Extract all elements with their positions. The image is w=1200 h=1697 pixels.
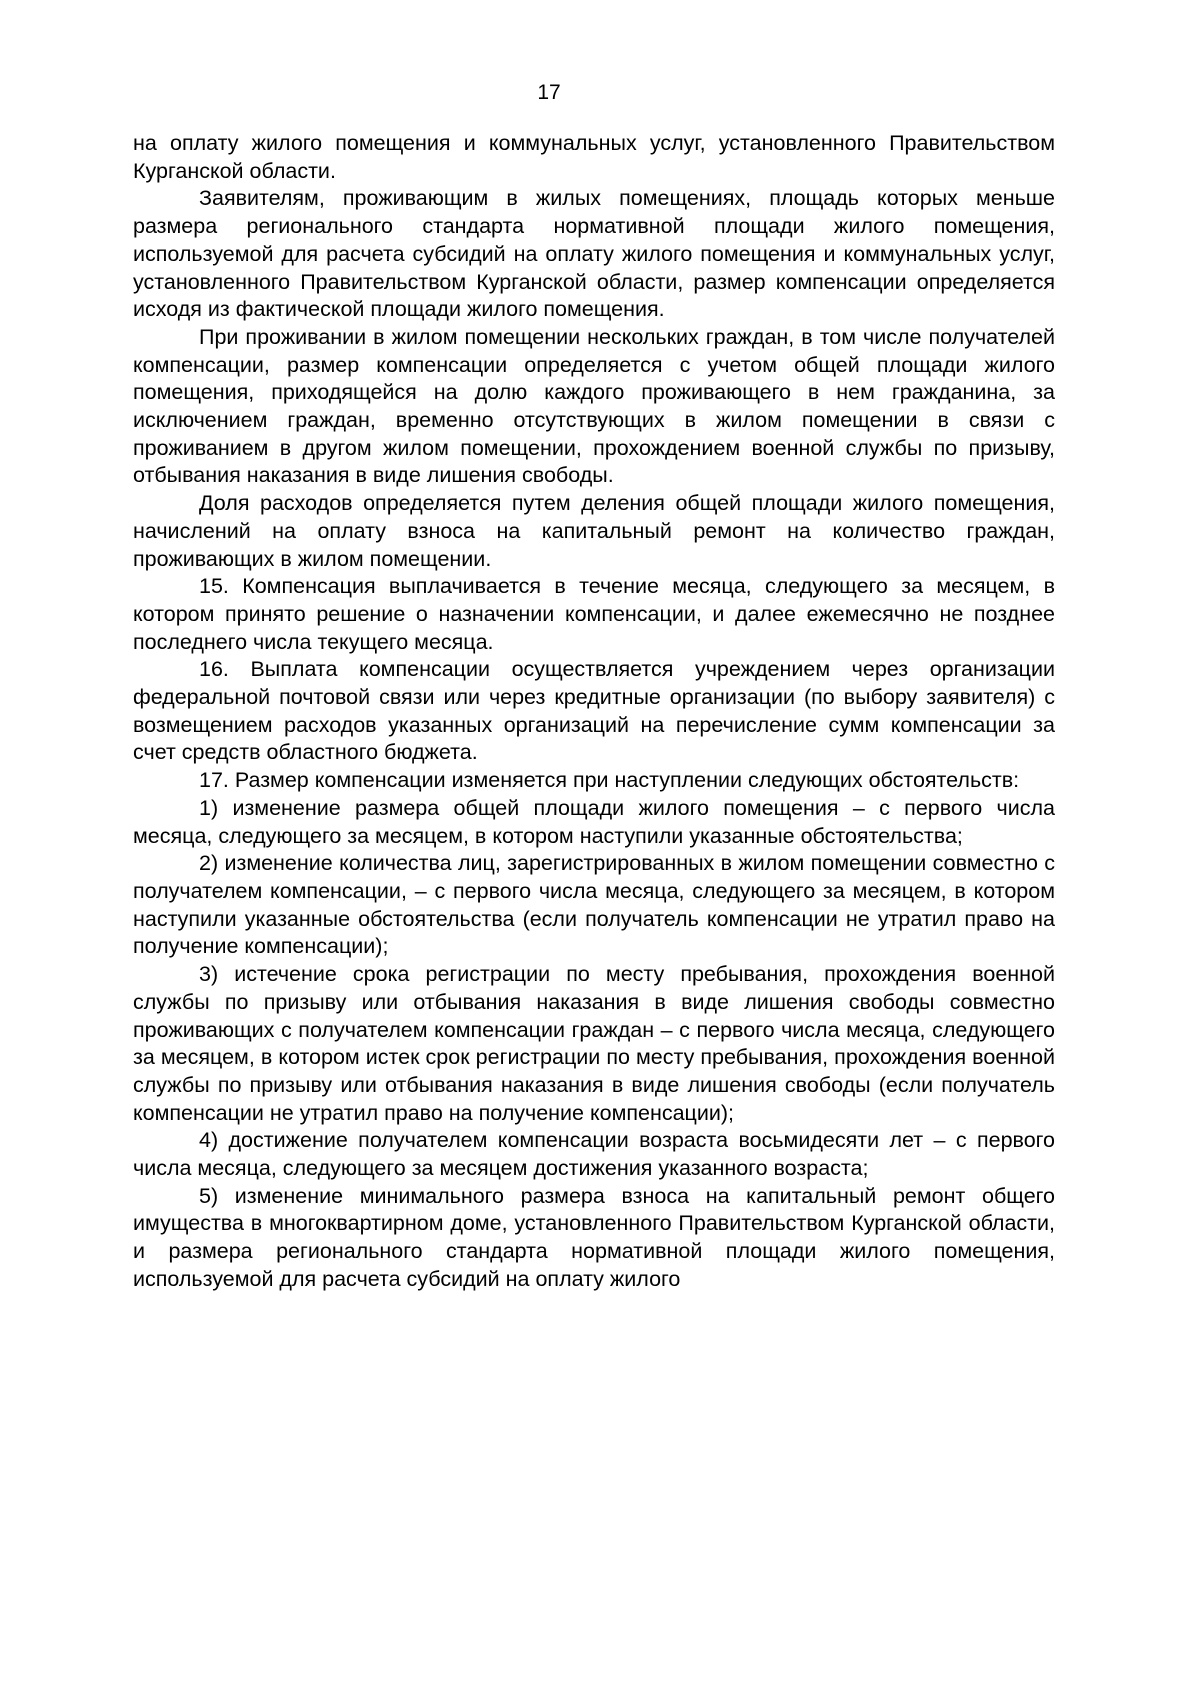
clause-17-item-4: 4) достижение получателем компенсации возраста восьмидесяти лет – с первого числа месяца, следующего за месяцем достижения указанного возраста;: [133, 1128, 1055, 1181]
page-number: 17: [537, 81, 561, 104]
clause-17-item-3: 3) истечение срока регистрации по месту пребывания, прохождения военной службы по призыву или отбывания наказания в виде лишения свободы совместно проживающих с получателем компенсации граждан – с первого числа месяца, следующего за месяцем, в котором истек срок регистрации по месту пребывания, прохождения военной службы по призыву или отбывания наказания в виде лишения свободы (если получатель компенсации не утратил право на получение компенсации);: [133, 962, 1055, 1125]
clause-16: 16. Выплата компенсации осуществляется учреждением через организации федеральной почтовой связи или через кредитные организации (по выбору заявителя) с возмещением расходов указанных организаций на перечисление сумм компенсации за счет средств областного бюджета.: [133, 657, 1055, 765]
clause-15: 15. Компенсация выплачивается в течение месяца, следующего за месяцем, в котором принято решение о назначении компенсации, и далее ежемесячно не позднее последнего числа текущего месяца.: [133, 574, 1055, 654]
document-body: [133, 130, 1055, 1294]
clause-17: 17. Размер компенсации изменяется при наступлении следующих обстоятельств:: [199, 768, 1020, 793]
clause-17-item-2: 2) изменение количества лиц, зарегистрированных в жилом помещении совместно с получателем компенсации, – с первого числа месяца, следующего за месяцем, в котором наступили указанные обстоятельства (если получатель компенсации не утратил право на получение компенсации);: [133, 851, 1055, 959]
clause-17-item-5: 5) изменение минимального размера взноса на капитальный ремонт общего имущества в многоквартирном доме, установленного Правительством Курганской области, и размера регионального стандарта нормативной площади жилого помещения, используемой для расчета субсидий на оплату жилого: [133, 1183, 1055, 1291]
paragraph-expense-share: Доля расходов определяется путем деления общей площади жилого помещения, начислений на оплату взноса на капитальный ремонт на количество граждан, проживающих в жилом помещении.: [133, 491, 1055, 571]
paragraph-small-area-applicants: Заявителям, проживающим в жилых помещениях, площадь которых меньше размера регионального стандарта нормативной площади жилого помещения, используемой для расчета субсидий на оплату жилого помещения и коммунальных услуг, установленного Правительством Курганской области, размер компенсации определяется исходя из фактической площади жилого помещения.: [133, 186, 1055, 322]
clause-17-item-1: 1) изменение размера общей площади жилого помещения – с первого числа месяца, следующего за месяцем, в котором наступили указанные обстоятельства;: [133, 795, 1055, 848]
paragraph-multiple-residents: При проживании в жилом помещении нескольких граждан, в том числе получателей компенсации, размер компенсации определяется с учетом общей площади жилого помещения, приходящейся на долю каждого проживающего в нем гражданина, за исключением граждан, временно отсутствующих в жилом помещении в связи с проживанием в другом жилом помещении, прохождением военной службы по призыву, отбывания наказания в виде лишения свободы.: [133, 324, 1055, 488]
paragraph-continuation: на оплату жилого помещения и коммунальных услуг, установленного Правительством Курганской области.: [133, 131, 1055, 183]
